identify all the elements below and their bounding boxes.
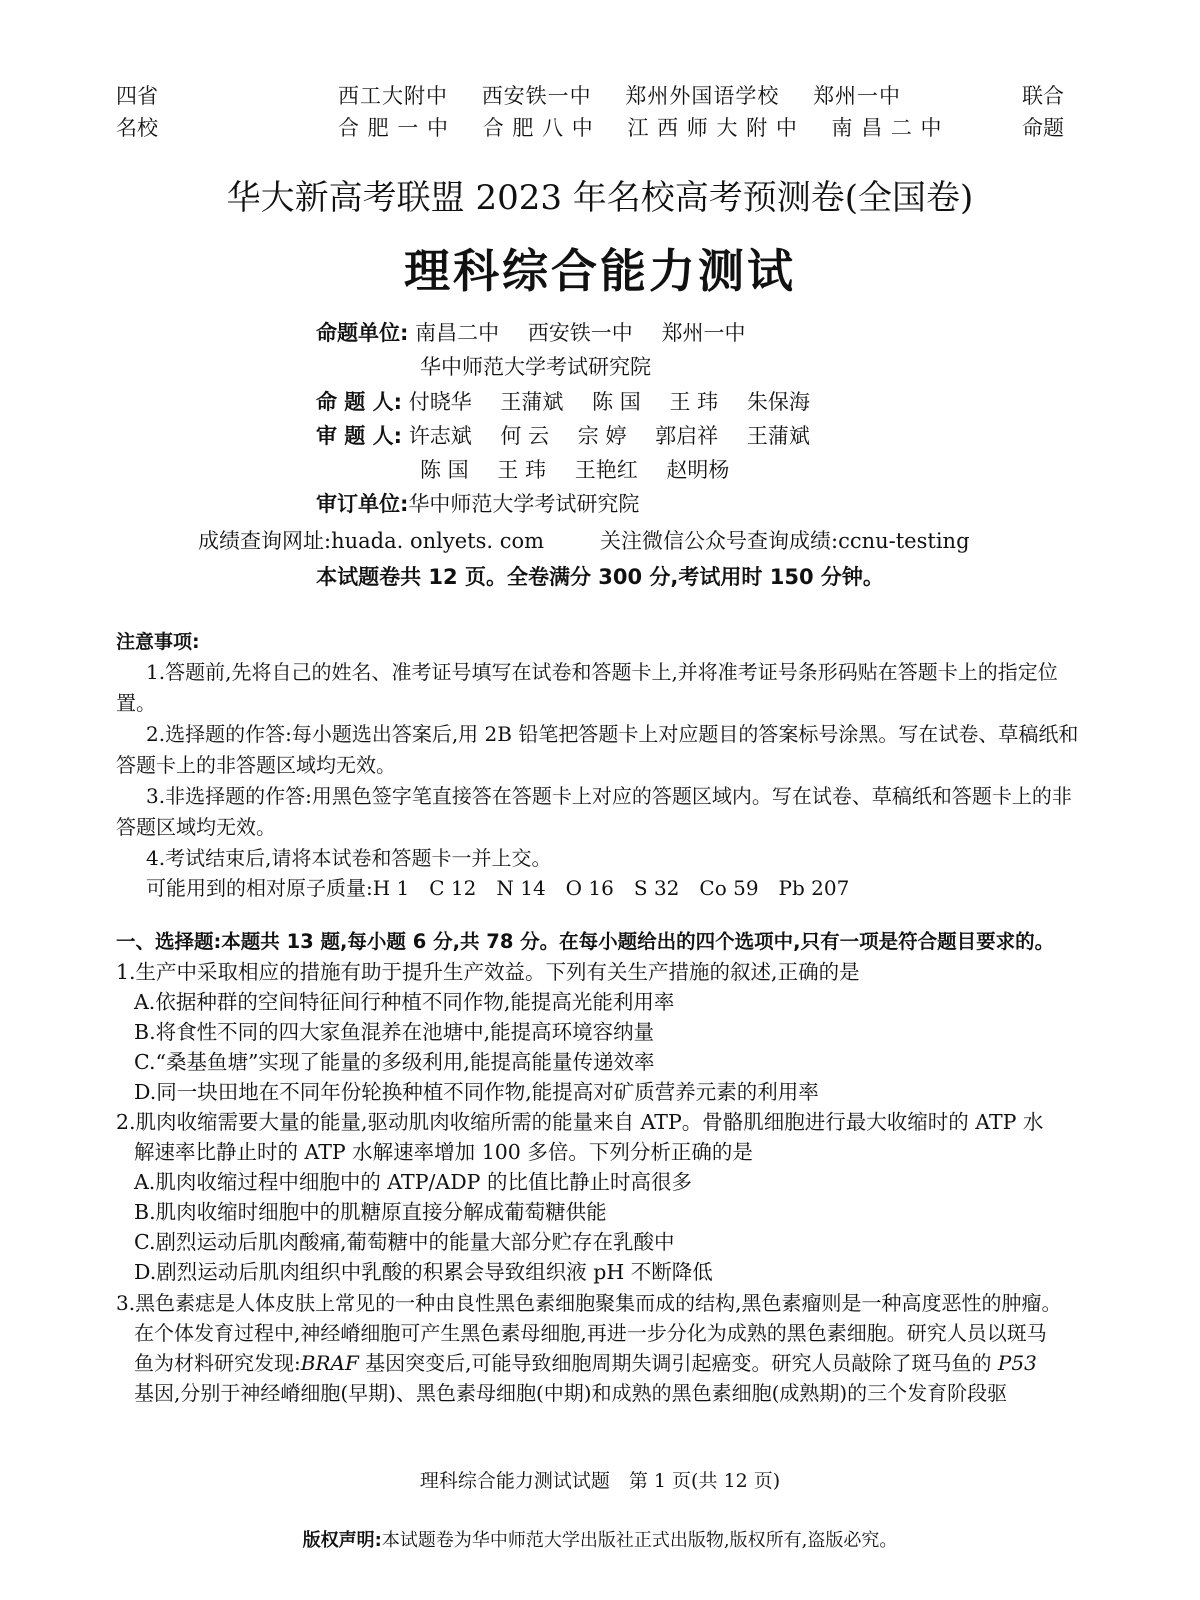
header-left-top: 四省 <box>116 84 158 108</box>
reviewer-label: 审 题 人: <box>316 424 403 448</box>
reviewer-name: 郭启祥 <box>655 424 719 448</box>
question-2-option-c: C.剧烈运动后肌肉酸痛,葡萄糖中的能量大部分贮存在乳酸中 <box>134 1230 675 1254</box>
reviewer-name: 王 玮 <box>497 458 547 482</box>
notice-item: 4.考试结束后,请将本试卷和答题卡一并上交。 <box>146 846 552 870</box>
question-2-option-d: D.剧烈运动后肌肉组织中乳酸的积累会导致组织液 pH 不断降低 <box>134 1260 713 1284</box>
stem-text: 鱼为材料研究发现: <box>134 1351 301 1375</box>
credit-reviewer-row <box>316 421 832 451</box>
reviewer-name: 陈 国 <box>420 458 469 482</box>
gene-name: BRAF <box>300 1351 359 1375</box>
reviewer-name: 王艳红 <box>574 458 638 482</box>
reviewer-name: 宗 婷 <box>577 424 627 448</box>
credit-reviser-row <box>316 489 639 519</box>
unit-value: 南昌二中 <box>415 321 500 345</box>
question-2-option-b: B.肌肉收缩时细胞中的肌糖原直接分解成葡萄糖供能 <box>134 1200 607 1224</box>
school-name: 江 西 师 大 附 中 <box>627 116 798 140</box>
credit-setter-row <box>316 387 832 417</box>
question-2-option-a: A.肌肉收缩过程中细胞中的 ATP/ADP 的比值比静止时高很多 <box>134 1170 692 1194</box>
school-name: 合 肥 一 中 <box>338 116 450 140</box>
setter-label: 命 题 人: <box>316 390 403 414</box>
credit-unit-row <box>316 318 767 348</box>
header-right-top: 联合 <box>1022 84 1064 108</box>
copyright-text: 本试题卷为华中师范大学出版社正式出版物,版权所有,盗版必究。 <box>381 1530 898 1551</box>
setter-name: 王 玮 <box>669 390 719 414</box>
exam-title: 华大新高考联盟 2023 年名校高考预测卷(全国卷) <box>226 178 974 218</box>
notice-item: 1.答题前,先将自己的姓名、准考证号填写在试卷和答题卡上,并将准考证号条形码贴在答题卡上的指定位置。 <box>116 660 1058 715</box>
question-1-option-c: C.“桑基鱼塘”实现了能量的多级利用,能提高能量传递效率 <box>134 1050 655 1074</box>
reviser-label: 审订单位: <box>316 492 409 516</box>
school-name: 郑州外国语学校 <box>625 84 780 108</box>
main-title: 理科综合能力测试 <box>404 244 796 298</box>
school-name: 合 肥 八 中 <box>482 116 594 140</box>
notice-item: 2.选择题的作答:每小题选出答案后,用 2B 铅笔把答题卡上对应题目的答案标号涂黑。写在试卷、草稿纸和答题卡上的非答题区域均无效。 <box>116 722 1079 777</box>
query-website: 成绩查询网址:huada. onlyets. com <box>198 529 545 553</box>
notice-item: 3.非选择题的作答:用黑色签字笔直接答在答题卡上对应的答题区域内。写在试卷、草稿纸和答题卡上的非答题区域均无效。 <box>116 784 1072 839</box>
query-wechat: 关注微信公众号查询成绩:ccnu-testing <box>600 529 970 553</box>
exam-summary: 本试题卷共 12 页。全卷满分 300 分,考试用时 150 分钟。 <box>316 565 884 589</box>
school-name: 西工大附中 <box>338 84 448 108</box>
question-3-stem-line-1: 3.黑色素痣是人体皮肤上常见的一种由良性黑色素细胞聚集而成的结构,黑色素瘤则是一种高度恶性的肿瘤。 <box>116 1291 1062 1315</box>
school-name: 南 昌 二 中 <box>831 116 943 140</box>
question-2-stem-line-2: 解速率比静止时的 ATP 水解速率增加 100 多倍。下列分析正确的是 <box>134 1140 753 1164</box>
reviewer-name: 许志斌 <box>408 424 472 448</box>
unit-label: 命题单位: <box>316 321 409 345</box>
schools-row-2 <box>338 112 969 145</box>
reviewer-name: 王蒲斌 <box>746 424 810 448</box>
question-3-stem-line-2: 在个体发育过程中,神经嵴细胞可产生黑色素母细胞,再进一步分化为成熟的黑色素细胞。研究人员以斑马 <box>134 1321 1047 1345</box>
page-footer: 理科综合能力测试试题 第 1 页(共 12 页) <box>419 1470 781 1492</box>
reviewer-name: 何 云 <box>500 424 550 448</box>
question-1-stem: 1.生产中采取相应的措施有助于提升生产效益。下列有关生产措施的叙述,正确的是 <box>116 960 860 984</box>
setter-name: 付晓华 <box>408 390 472 414</box>
setter-name: 朱保海 <box>746 390 810 414</box>
setter-name: 王蒲斌 <box>500 390 564 414</box>
schools-row-1 <box>338 80 927 113</box>
question-3-stem-line-4: 基因,分别于神经嵴细胞(早期)、黑色素母细胞(中期)和成熟的黑色素细胞(成熟期)的三个发育阶段驱 <box>134 1381 1008 1405</box>
section-heading: 一、选择题:本题共 13 题,每小题 6 分,共 78 分。在每小题给出的四个选项中,只有一项是符合题目要求的。 <box>116 930 1055 953</box>
question-2-stem-line-1: 2.肌肉收缩需要大量的能量,驱动肌肉收缩所需的能量来自 ATP。骨骼肌细胞进行最大收缩时的 ATP 水 <box>116 1110 1044 1134</box>
school-name: 西安铁一中 <box>481 84 592 108</box>
setter-name: 陈 国 <box>592 390 641 414</box>
reviewer-name: 赵明杨 <box>666 458 730 482</box>
unit-value: 西安铁一中 <box>527 321 633 345</box>
question-3-stem-line-3 <box>134 1348 1086 1379</box>
question-1-option-a: A.依据种群的空间特征间行种植不同作物,能提高光能利用率 <box>134 990 675 1014</box>
header-left-bottom: 名校 <box>116 116 158 140</box>
atomic-masses: 可能用到的相对原子质量:H 1 C 12 N 14 O 16 S 32 Co 59 Pb 207 <box>146 876 850 900</box>
unit-value-line-2: 华中师范大学考试研究院 <box>420 355 651 379</box>
notice-title: 注意事项: <box>116 631 200 653</box>
question-1-option-b: B.将食性不同的四大家鱼混养在池塘中,能提高环境容纳量 <box>134 1020 655 1044</box>
gene-name: P53 <box>997 1351 1037 1375</box>
question-1-option-d: D.同一块田地在不同年份轮换种植不同作物,能提高对矿质营养元素的利用率 <box>134 1080 819 1104</box>
stem-text: 基因突变后,可能导致细胞周期失调引起癌变。研究人员敲除了斑马鱼的 <box>358 1351 998 1375</box>
reviewer-row-2 <box>420 455 751 485</box>
reviser-value: 华中师范大学考试研究院 <box>408 492 640 516</box>
copyright-notice <box>0 1528 1200 1554</box>
copyright-label: 版权声明: <box>302 1530 382 1551</box>
unit-value: 郑州一中 <box>661 321 746 345</box>
header-right-bottom: 命题 <box>1022 116 1064 140</box>
school-name: 郑州一中 <box>813 84 902 108</box>
